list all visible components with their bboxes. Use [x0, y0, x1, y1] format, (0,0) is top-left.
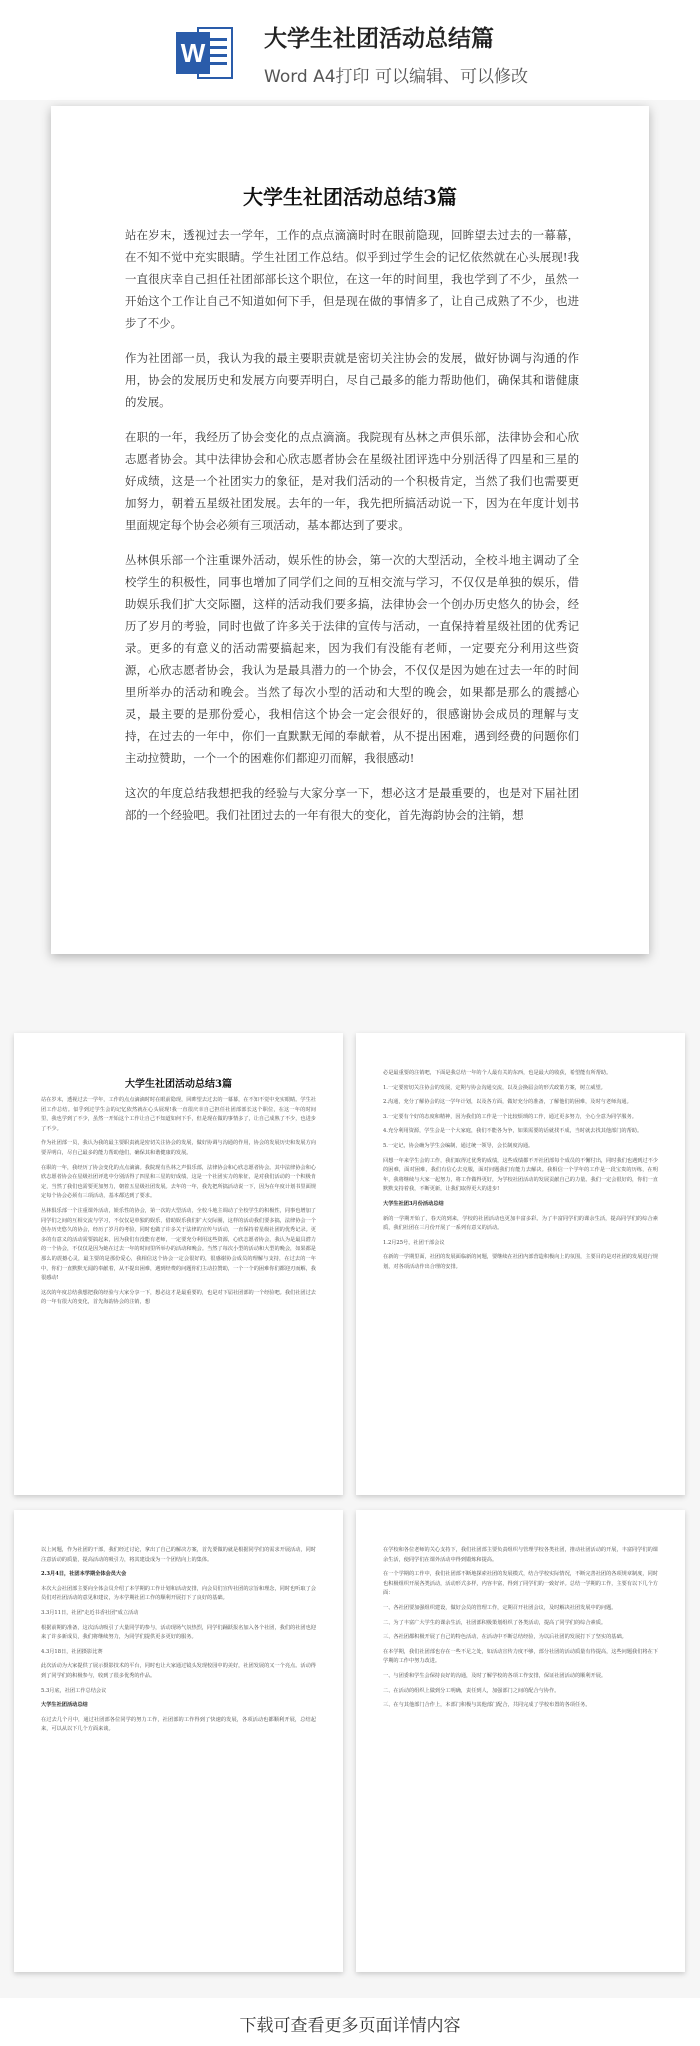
- word-document-icon: [176, 22, 236, 84]
- thumbnail-heading: 2.3月4日，社团本学期全体会员大会: [41, 1571, 127, 1578]
- thumbnail-paragraph: 5.一定记，协会确为学生会编制，通过统一领导，会长制度沟通。: [383, 1142, 534, 1149]
- document-body: [125, 224, 579, 940]
- thumbnail-heading: 大学生社团活动总结: [41, 1702, 88, 1709]
- page-thumbnail[interactable]: [356, 1510, 685, 1972]
- thumbnail-paragraph: 一、各社团要加强组织建设，做好会员的管理工作，定期召开社团会议，及时解决社团发展中的问题。: [383, 1604, 617, 1611]
- thumbnail-paragraph: 以上问题，作为社团的干部，我们经过讨论，拿出了自己的解决方案，首先要做的就是根据同学们的需求开展活动，同时注意活动的质量，提高活动的吸引力，将其建设成为一个团结向上的集体。: [41, 1547, 316, 1563]
- document-title: 大学生社团活动总结3篇: [243, 185, 457, 209]
- thumbnail-paragraph: 一、与团委和学生会保持良好的沟通，及时了解学校的各项工作安排，保证社团活动的顺利开展。: [383, 1672, 607, 1679]
- thumbnail-paragraph: 二、在活动的组织上做到分工明确，责任到人，加强部门之间的配合与协作。: [383, 1687, 560, 1694]
- thumbnail-paragraph: 三、在与其他部门合作上，本部门积极与其他部门配合，共同完成了学校布置的各项任务。: [383, 1702, 591, 1709]
- footer: [0, 1998, 700, 2046]
- thumbnail-heading: 大学生社团3月份活动总结: [383, 1200, 444, 1207]
- thumbnail-paragraph: 在新的一学期里面，社团的发展面临新的问题，要继续在社团内部营造积极向上的氛围，主要目的是对社团的发展进行规划，对各项活动作出合理的安排。: [383, 1254, 658, 1270]
- svg-text:W: W: [180, 38, 206, 68]
- download-more-link[interactable]: 下载可查看更多页面详情内容: [239, 2016, 461, 2036]
- thumbnail-paragraph: 5.3月底，社团工作总结会议: [41, 1687, 107, 1694]
- document-paragraph: 这次的年度总结我想把我的经验与大家分享一下，想必这才是最重要的，也是对下届社团部的一个经验吧。我们社团过去的一年有很大的变化，首先海韵协会的注销，想: [125, 786, 579, 822]
- thumbnail-paragraph: 在学校和各位老师的关心支持下，我们社团部主要负责组织与管理学校各类社团，推动社团活动的开展，丰富同学们的课余生活，使同学们在课外活动中得到锻炼和提高。: [383, 1547, 658, 1563]
- thumbnail-paragraph: 4.3月18日，社团摄影比赛: [41, 1648, 103, 1655]
- thumbnail-paragraph: 1.2月25号，社团干部会议: [383, 1239, 445, 1246]
- thumbnail-paragraph: 这次的年度总结我想把我的经验与大家分享一下，想必这才是最重要的，也是对下届社团部的一个经验吧。我们社团过去的一年有很大的变化，首先海韵协会的注销，想: [41, 1289, 316, 1306]
- header: [0, 0, 700, 100]
- thumbnail-paragraph: 在职的一年，我经历了协会变化的点点滴滴。我院现有丛林之声俱乐部，法律协会和心欣志愿者协会。其中法律协会和心欣志愿者协会在星级社团评选中分别活得了四星和三星的好成绩，这是一个社团实力的象征，是对我们活动的一个积极肯定，当然了我们也需要更加努力，朝着五星级社团发展。去年的一年，我先把所搞活动说一下，因为在年度计划书里面规定每个协会必须有三项活动，基本都达到了要求。: [41, 1164, 316, 1200]
- thumbnail-paragraph: 2.沟通，充分了解协会的这一学年计划，以及各方面，做好充分的准备，了解他们的困难，及时与老师沟通。: [383, 1099, 632, 1106]
- thumbnail-paragraph: 在一个学期的工作中，我们社团部不断地探索社团的发展模式，结合学校实际情况，不断完善社团的各项规章制度，同时也积极组织开展各类活动，活动形式多样，内容丰富，得到了同学们的一致好评。总结一学期的工作，主要有以下几个方面：: [383, 1571, 658, 1597]
- thumbnail-paragraph: 在过去几个月中，通过社团部各位同学的努力工作，社团部的工作得到了快速的发展，各项活动也都顺利开展，总结起来，可以从以下几个方面来谈。: [41, 1716, 316, 1733]
- thumbnail-paragraph: 二、为了丰富广大学生的课余生活，社团部积极策划组织了各类活动，提高了同学们的综合素质。: [383, 1619, 607, 1626]
- thumbnail-paragraph: 必是最重要的注销吧，下面是我总结一年的个人最有关的东西，也是最大的收获，希望能有所帮助。: [383, 1070, 612, 1076]
- header-title: 大学生社团活动总结篇: [264, 26, 494, 52]
- document-paragraph: 在职的一年，我经历了协会变化的点点滴滴。我院现有丛林之声俱乐部，法律协会和心欣志愿者协会。其中法律协会和心欣志愿者协会在星级社团评选中分别活得了四星和三星的好成绩，这是一个社团实力的象征，是对我们活动的一个积极肯定，当然了我们也需要更加努力，朝着五星级社团发展。去年的一年，我先把所搞活动说一下，因为在年度计划书里面规定每个协会必须有三项活动，基本都达到了要求。: [125, 430, 579, 532]
- thumbnail-paragraph: 站在岁末，透视过去一学年，工作的点点滴滴时时在眼前隐现，回眸望去过去的一幕幕，在不知不觉中充实眼睛。学生社团工作总结。似乎到过学生会的记忆依然就在心头展现!我一直很庆幸自己担任社团部部长这个职位，在这一年的时间里，我也学到了不少，虽然一开始这个工作让自己不知道如何下手，但是现在做的事情多了，让自己成熟了不少，也进步了不少。: [41, 1097, 316, 1132]
- document-paragraph: 丛林俱乐部一个注重课外活动，娱乐性的协会，第一次的大型活动，全校斗地主调动了全校学生的积极性，同事也增加了同学们之间的互相交流与学习，不仅仅是单独的娱乐，借助娱乐我们扩大交际圈，这样的活动我们要多搞，法律协会一个创办历史悠久的协会，经历了岁月的考验，同时也做了许多关于法律的宣传与活动，一直保持着星级社团的优秀记录。更多的有意义的活动需要搞起来，因为我们有没能有老师，一定要充分利用这些资源，心欣志愿者协会，我认为是最具潜力的一个协会，不仅仅是因为她在过去一年的时间里所举办的活动和晚会。当然了每次小型的活动和大型的晚会，如果都是那么的震撼心灵，最主要的是那份爱心，我相信这个协会一定会很好的，很感谢协会成员的理解与支持，在过去的一年中，你们一直默默无闻的奉献着，从不提出困难，遇到经费的问题你们主动拉赞助，一个一个的困难你们都迎刃而解，我很感动!: [125, 553, 579, 765]
- thumbnail-paragraph: 3.3月11日，社团"走近书香社团"成立活动: [41, 1609, 139, 1616]
- document-paragraph: 作为社团部一员，我认为我的最主要职责就是密切关注协会的发展，做好协调与沟通的作用，协会的发展历史和发展方向要弄明白，尽自己最多的能力帮助他们，确保其和谐健康的发展。: [125, 351, 579, 409]
- page-thumbnail[interactable]: [356, 1033, 685, 1495]
- thumbnail-paragraph: 丛林俱乐部一个注重课外活动，娱乐性的协会，第一次的大型活动，全校斗地主调动了全校学生的积极性，同事也增加了同学们之间的互相交流与学习，不仅仅是单独的娱乐，借助娱乐我们扩大交际圈，这样的活动我们要多搞，法律协会一个创办历史悠久的协会，经历了岁月的考验，同时也做了许多关于法律的宣传与活动，一直保持着星级社团的优秀记录。更多的有意义的活动需要搞起来，因为我们有没能有老师，一定要充分利用这些资源，心欣志愿者协会，我认为是最具潜力的一个协会，不仅仅是因为她在过去一年的时间里所举办的活动和晚会。当然了每次小型的活动和大型的晚会，如果都是那么的震撼心灵，最主要的是那份爱心，我相信这个协会一定会很好的，很感谢协会成员的理解与支持，在过去的一年中，你们一直默默无闻的奉献着，从不提出困难，遇到经费的问题你们主动拉赞助，一个一个的困难你们都迎刃而解，我很感动!: [41, 1207, 316, 1282]
- thumbnail-paragraph: 1.一定要密切关注协会的发展，定期与协会沟通交流，以及会换届会的形式政策方案，树立威望。: [383, 1084, 606, 1091]
- thumbnail-paragraph: 3.一定要有个好的态度和精神，因为我们的工作是一个比较烦琐的工作，通过更多努力，全心全意为同学服务。: [383, 1113, 637, 1120]
- thumbnail-title: 大学生社团活动总结3篇: [125, 1079, 232, 1090]
- thumbnail-paragraph: 根据前期的准备，这次活动吸引了大量同学的参与，活动现场气氛热烈，同学们踊跃报名加入各个社团，我们的社团也迎来了许多新成员，我们将继续努力，为同学们提供更多更好的服务。: [41, 1624, 316, 1641]
- thumbnail-paragraph: 本次大会社团部主要向全体会员介绍了本学期的工作计划和活动安排，向会员们宣传社团的宗旨和理念，同时也听取了会员们对社团活动的意见和建议，为本学期社团工作的顺利开展打下了良好的基础。: [41, 1585, 316, 1602]
- thumbnail-paragraph: 此次活动为大家提供了展示摄影技术的平台，同时也让大家通过镜头发现校园中的美好，社团发展的又一个亮点。活动得到了同学们的积极参与，收到了很多优秀的作品。: [41, 1663, 316, 1679]
- thumbnail-paragraph: 4.充分利用资源，学生会是一个大家庭，我们不能各为争，如果需要的话就找不成，当时就去找其他部门的帮助。: [383, 1128, 643, 1135]
- document-page-preview: [51, 106, 649, 954]
- thumbnail-paragraph: 回想一年来学生会的工作，我们取得过优秀的成绩，这些成绩都不开社团部每个成员的不懈付出，同时我们也遇到过不少的困难，面对困难，我们有信心去克服，面对问题我们有能力去解决。我相信一个学年的工作是一段宝贵的历练，在明年，我将继续与大家一起努力，将工作做得更好，为学校社团活动的发展贡献自己的力量。我们一定会很好的，你们一直默默支持着我，不断更新，让我们取得更大的进步!: [383, 1157, 658, 1193]
- document-paragraph: 站在岁末，透视过去一学年，工作的点点滴滴时时在眼前隐现，回眸望去过去的一幕幕，在不知不觉中充实眼睛。学生社团工作总结。似乎到过学生会的记忆依然就在心头展现!我一直很庆幸自己担任社团部部长这个职位，在这一年的时间里，我也学到了不少，虽然一开始这个工作让自己不知道如何下手，但是现在做的事情多了，让自己成熟了不少，也进步了不少。: [125, 228, 579, 330]
- thumbnail-paragraph: 在本学期，我们社团部也存在一些不足之处，如活动宣传力度不够，部分社团的活动质量有待提高，这些问题我们将在下学期的工作中努力改进。: [383, 1648, 658, 1665]
- page-thumbnail[interactable]: [14, 1033, 343, 1495]
- page-thumbnail[interactable]: [14, 1510, 343, 1972]
- header-subtitle: Word A4打印 可以编辑、可以修改: [264, 67, 528, 87]
- thumbnail-paragraph: 作为社团部一员，我认为我的最主要职责就是密切关注协会的发展，做好协调与沟通的作用，协会的发展历史和发展方向要弄明白，尽自己最多的能力帮助他们，确保其和谐健康的发展。: [41, 1140, 316, 1156]
- thumbnail-paragraph: 新的一学期开始了，春天的到来，学校的社团活动也更加丰富多彩。为了丰富同学们的课余生活，提高同学们的综合素质，我们社团在三月份开展了一系列有意义的活动。: [383, 1215, 658, 1232]
- thumbnail-paragraph: 三、各社团都积极开展了自己的特色活动，在活动中不断总结经验，为以后社团的发展打下了坚实的基础。: [383, 1634, 627, 1641]
